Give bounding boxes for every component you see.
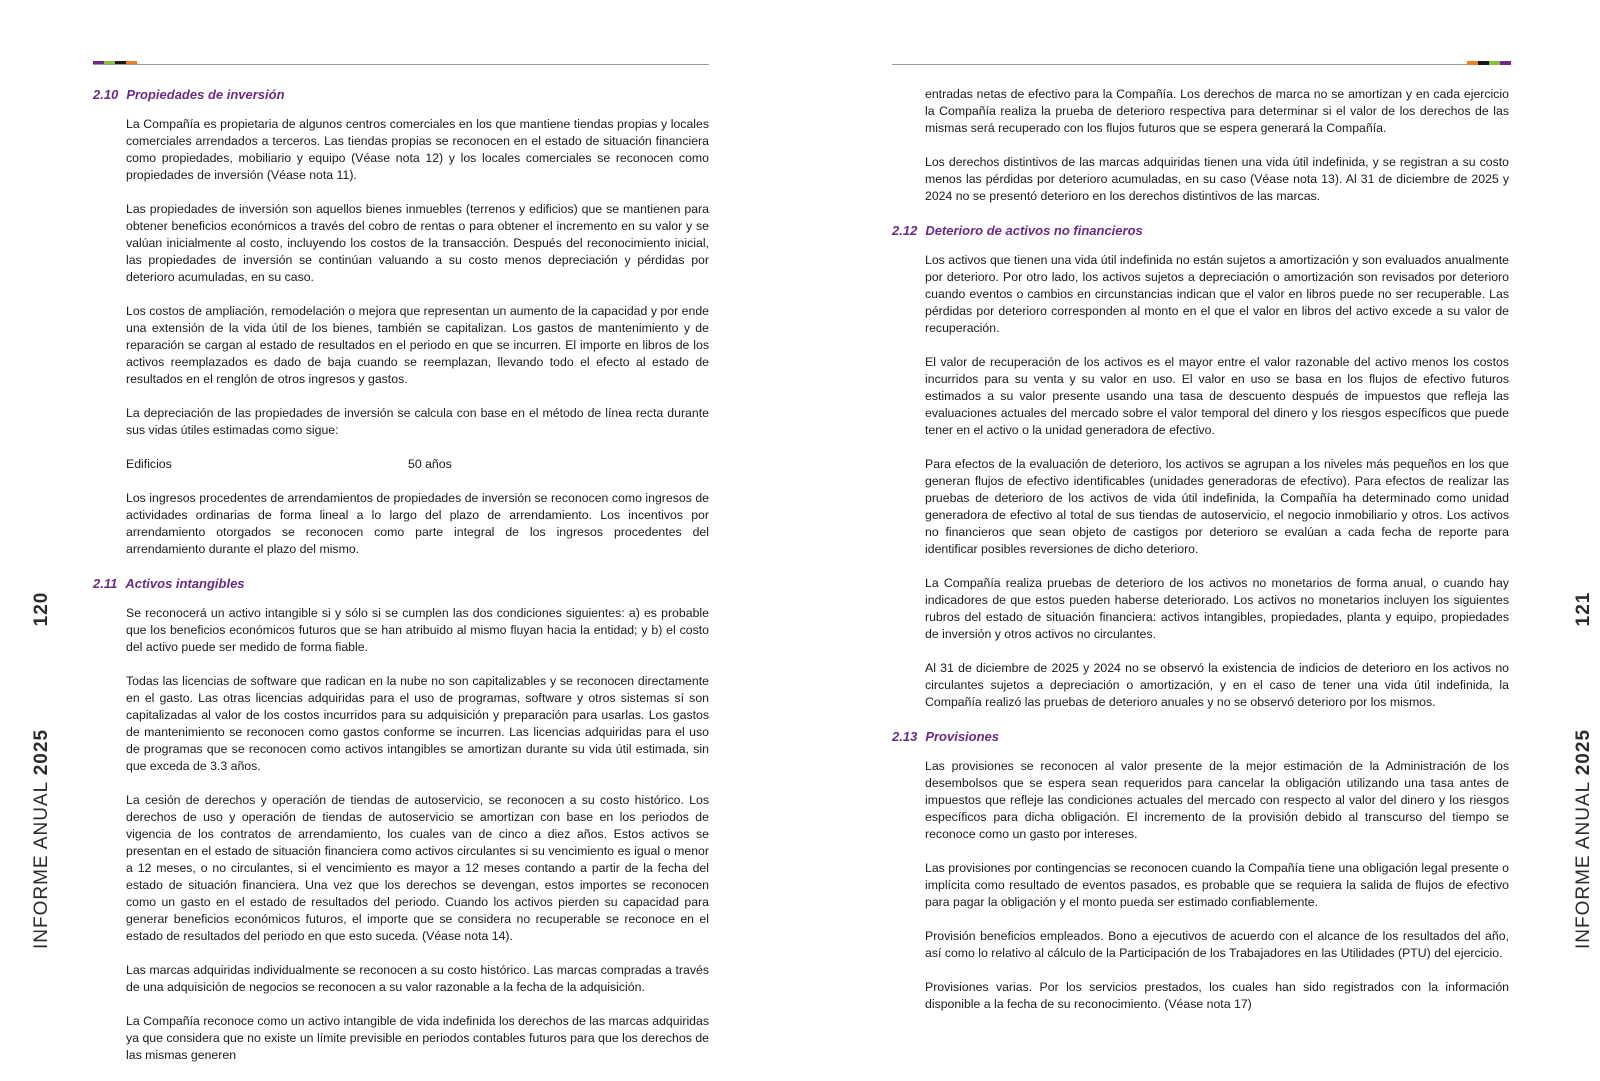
paragraph: La cesión de derechos y operación de tiendas de autoservicio, se reconocen a su costo histórico. Los derechos de uso y operación de tiendas de autoservicio se amortizan con base en los periodos de vigencia de los contratos de arrendamiento, los cuales van de cinco a diez años. Estos activos se presentan en el estado de situación financiera como activos circulantes si su vencimiento es igual o menor a 12 meses, o no circulantes, si el vencimiento es mayor a 12 meses contando a partir de la fecha del estado de situación financiera. Una vez que los derechos se devengan, estos importes se reconocen como un gasto en el estado de resultados del periodo. Cuando los activos pierden su capacidad para generar beneficios económicos futuros, el importe que se considera no recuperable se reconoce en el estado de resultados del periodo en que esto suceda. (Véase nota 14).	[126, 793, 709, 943]
section-number: 2.13	[892, 729, 918, 744]
section-title: Provisiones	[925, 729, 1000, 744]
right-page	[800, 0, 1600, 1035]
paragraph: La Compañía realiza pruebas de deterioro de los activos no monetarios de forma anual, o cuando hay indicadores de que estos pueden haberse deteriorado. Los activos no monetarios incluyen los siguientes rubros del estado de situación financiera: activos intangibles, propiedades, planta y equipo, propiedades de inversión y otros activos no circulantes.	[925, 576, 1509, 641]
paragraph: Se reconocerá un activo intangible si y sólo si se cumplen las dos condiciones siguientes: a) es probable que los beneficios económicos futuros que se han atribuido al mismo fluyan hacia la entidad; y b) el costo del activo puede ser medido de forma fiable.	[126, 606, 709, 654]
running-title-regular: INFORME ANUAL	[1573, 775, 1594, 950]
paragraph: Provisión beneficios empleados. Bono a ejecutivos de acuerdo con el alcance de los resultados del año, así como lo relativo al cálculo de la Participación de los Trabajadores en las Utilidades (PTU) del ejercicio.	[925, 929, 1509, 960]
color-bar-purple	[1500, 61, 1511, 65]
color-bar-green	[1489, 61, 1500, 65]
asset-label: Edificios	[126, 457, 172, 471]
section-title: Deterioro de activos no financieros	[925, 223, 1143, 238]
paragraph: El valor de recuperación de los activos es el mayor entre el valor razonable del activo menos los costos incurridos para su venta y su valor en uso. El valor en uso se basa en los flujos de efectivo futuros estimados a su valor presente usando una tasa de descuento después de impuestos que refleja las evaluaciones actuales del mercado sobre el valor temporal del dinero y los riesgos específicos que puede tener en el activo o la unidad generadora de efectivo.	[925, 355, 1509, 437]
paragraph: Las provisiones se reconocen al valor presente de la mejor estimación de la Administración de los desembolsos que se espera sean requeridos para cancelar la obligación utilizando una tasa antes de impuestos que refleje las condiciones actuales del mercado con respecto al valor del dinero y los riesgos específicos para dicha obligación. El incremento de la provisión debido al transcurso del tiempo se reconoce como un gasto por intereses.	[925, 759, 1509, 841]
section-heading-2-11	[93, 575, 709, 593]
paragraph: Los activos que tienen una vida útil indefinida no están sujetos a amortización y son evaluados anualmente por deterioro. Por otro lado, los activos sujetos a depreciación o amortización son revisados por deterioro cuando eventos o cambios en circunstancias indican que el valor en libros puede no ser recuperable. Las pérdidas por deterioro corresponden al monto en el que el valor en libros del activo excede a su valor de recuperación.	[925, 253, 1509, 335]
running-title-year: 2025	[31, 728, 52, 776]
running-title-year: 2025	[1573, 728, 1594, 776]
section-number: 2.11	[93, 576, 118, 591]
paragraph: Todas las licencias de software que radican en la nube no son capitalizables y se reconocen directamente en el gasto. Las otras licencias adquiridas para el uso de programas, software y otros sistemas sí son capitalizadas al valor de los costos incurridos para su adquisición y preparación para usarlas. Los gastos de mantenimiento se reconocen como gastos conforme se incurren. Las licencias adquiridas para el uso de programas que se reconocen como activos intangibles se amortizan durante su vida útil estimada, sin que exceda de 3.3 años.	[126, 674, 709, 773]
useful-life-value: 50 años	[408, 457, 452, 471]
page-number: 120	[31, 591, 52, 627]
left-page	[0, 0, 800, 1062]
section-number: 2.12	[892, 223, 918, 238]
paragraph: Los derechos distintivos de las marcas adquiridas tienen una vida útil indefinida, y se registran a su costo menos las pérdidas por deterioro acumuladas, en su caso (Véase nota 13). Al 31 de diciembre de 2025 y 2024 no se presentó deterioro en los derechos distintivos de las marcas.	[925, 155, 1509, 203]
running-title-regular: INFORME ANUAL	[31, 775, 52, 950]
depreciation-row	[126, 456, 709, 473]
paragraph: Para efectos de la evaluación de deterioro, los activos se agrupan a los niveles más pequeños en los que generan flujos de efectivo identificables (unidades generadoras de efectivo). Para efectos de realizar las pruebas de deterioro de los activos de vida útil indefinida, la Compañía ha determinado como unidad generadora de efectivo al total de sus tiendas de autoservicio, el negocio inmobiliario y otros. Los activos no financieros que sean objeto de castigos por deterioro se evalúan a cada fecha de reporte para identificar posibles reversiones de dicho deterioro.	[925, 457, 1509, 556]
running-title	[31, 729, 53, 949]
section-title: Propiedades de inversión	[126, 87, 285, 102]
section-title: Activos intangibles	[125, 576, 245, 591]
left-column	[93, 86, 709, 1081]
running-title	[1573, 729, 1595, 949]
paragraph: La depreciación de las propiedades de inversión se calcula con base en el método de línea recta durante sus vidas útiles estimadas como sigue:	[126, 406, 709, 437]
header-rule	[93, 64, 709, 65]
color-bar-black	[1478, 61, 1489, 65]
left-side-margin	[0, 0, 84, 1035]
paragraph: Los costos de ampliación, remodelación o mejora que representan un aumento de la capacidad y por ende una extensión de la vida útil de los bienes, también se capitalizan. Los gastos de mantenimiento y de reparación se cargan al estado de resultados en el periodo en que se incurren. El importe en libros de los activos reemplazados es dado de baja cuando se reemplazan, llevando todo el efecto al estado de resultados en el renglón de otros ingresos y gastos.	[126, 304, 709, 386]
section-heading-2-10	[93, 86, 709, 104]
section-number: 2.10	[93, 87, 119, 102]
right-column	[892, 86, 1509, 1030]
right-side-margin	[1542, 0, 1600, 1035]
paragraph: La Compañía es propietaria de algunos centros comerciales en los que mantiene tiendas propias y locales comerciales arrendados a terceros. Las tiendas propias se reconocen en el estado de situación financiera como propiedades, mobiliario y equipo (Véase nota 12) y los locales comerciales se reconocen como propiedades de inversión (Véase nota 11).	[126, 117, 709, 182]
paragraph: Las propiedades de inversión son aquellos bienes inmuebles (terrenos y edificios) que se mantienen para obtener beneficios económicos a través del cobro de rentas o para obtener el incremento en su valor y se valúan inicialmente al costo, incluyendo los costos de la transacción. Después del reconocimiento inicial, las propiedades de inversión se continúan valuando a su costo menos depreciación y pérdidas por deterioro acumuladas, en su caso.	[126, 202, 709, 284]
paragraph: La Compañía reconoce como un activo intangible de vida indefinida los derechos de las marcas adquiridas ya que considera que no existe un límite previsible en periodos contables futuros para que los derechos de las mismas generen	[126, 1014, 709, 1062]
section-heading-2-13	[892, 728, 1509, 746]
header-rule	[892, 64, 1509, 65]
paragraph: Provisiones varias. Por los servicios prestados, los cuales han sido registrados con la información disponible a la fecha de su reconocimiento. (Véase nota 17)	[925, 980, 1509, 1011]
paragraph: Las provisiones por contingencias se reconocen cuando la Compañía tiene una obligación legal presente o implícita como resultado de eventos pasados, es probable que se requiera la salida de flujos de efectivo para pagar la obligación y el monto pueda ser estimado confiablemente.	[925, 861, 1509, 909]
paragraph: Al 31 de diciembre de 2025 y 2024 no se observó la existencia de indicios de deterioro en los activos no circulantes sujetos a depreciación o amortización, y en el caso de tener una vida útil indefinida, la Compañía realizó las pruebas de deterioro anuales y no se observó deterioro por los mismos.	[925, 661, 1509, 709]
paragraph: Los ingresos procedentes de arrendamientos de propiedades de inversión se reconocen como ingresos de actividades ordinarias de forma lineal a lo largo del plazo de arrendamiento. Los incentivos por arrendamiento otorgados se reconocen como parte integral de los ingresos procedentes del arrendamiento durante el plazo del mismo.	[126, 491, 709, 556]
color-bar-orange	[1467, 61, 1478, 65]
page-number: 121	[1573, 591, 1594, 627]
header-color-bars	[1467, 61, 1511, 65]
section-heading-2-12	[892, 222, 1509, 240]
paragraph: Las marcas adquiridas individualmente se reconocen a su costo histórico. Las marcas compradas a través de una adquisición de negocios se reconocen a su valor razonable a la fecha de la adquisición.	[126, 963, 709, 994]
paragraph: entradas netas de efectivo para la Compañía. Los derechos de marca no se amortizan y en cada ejercicio la Compañía realiza la prueba de deterioro respectiva para determinar si el valor de los derechos de las mismas será recuperado con los flujos futuros que se espera generará la Compañía.	[925, 87, 1509, 135]
